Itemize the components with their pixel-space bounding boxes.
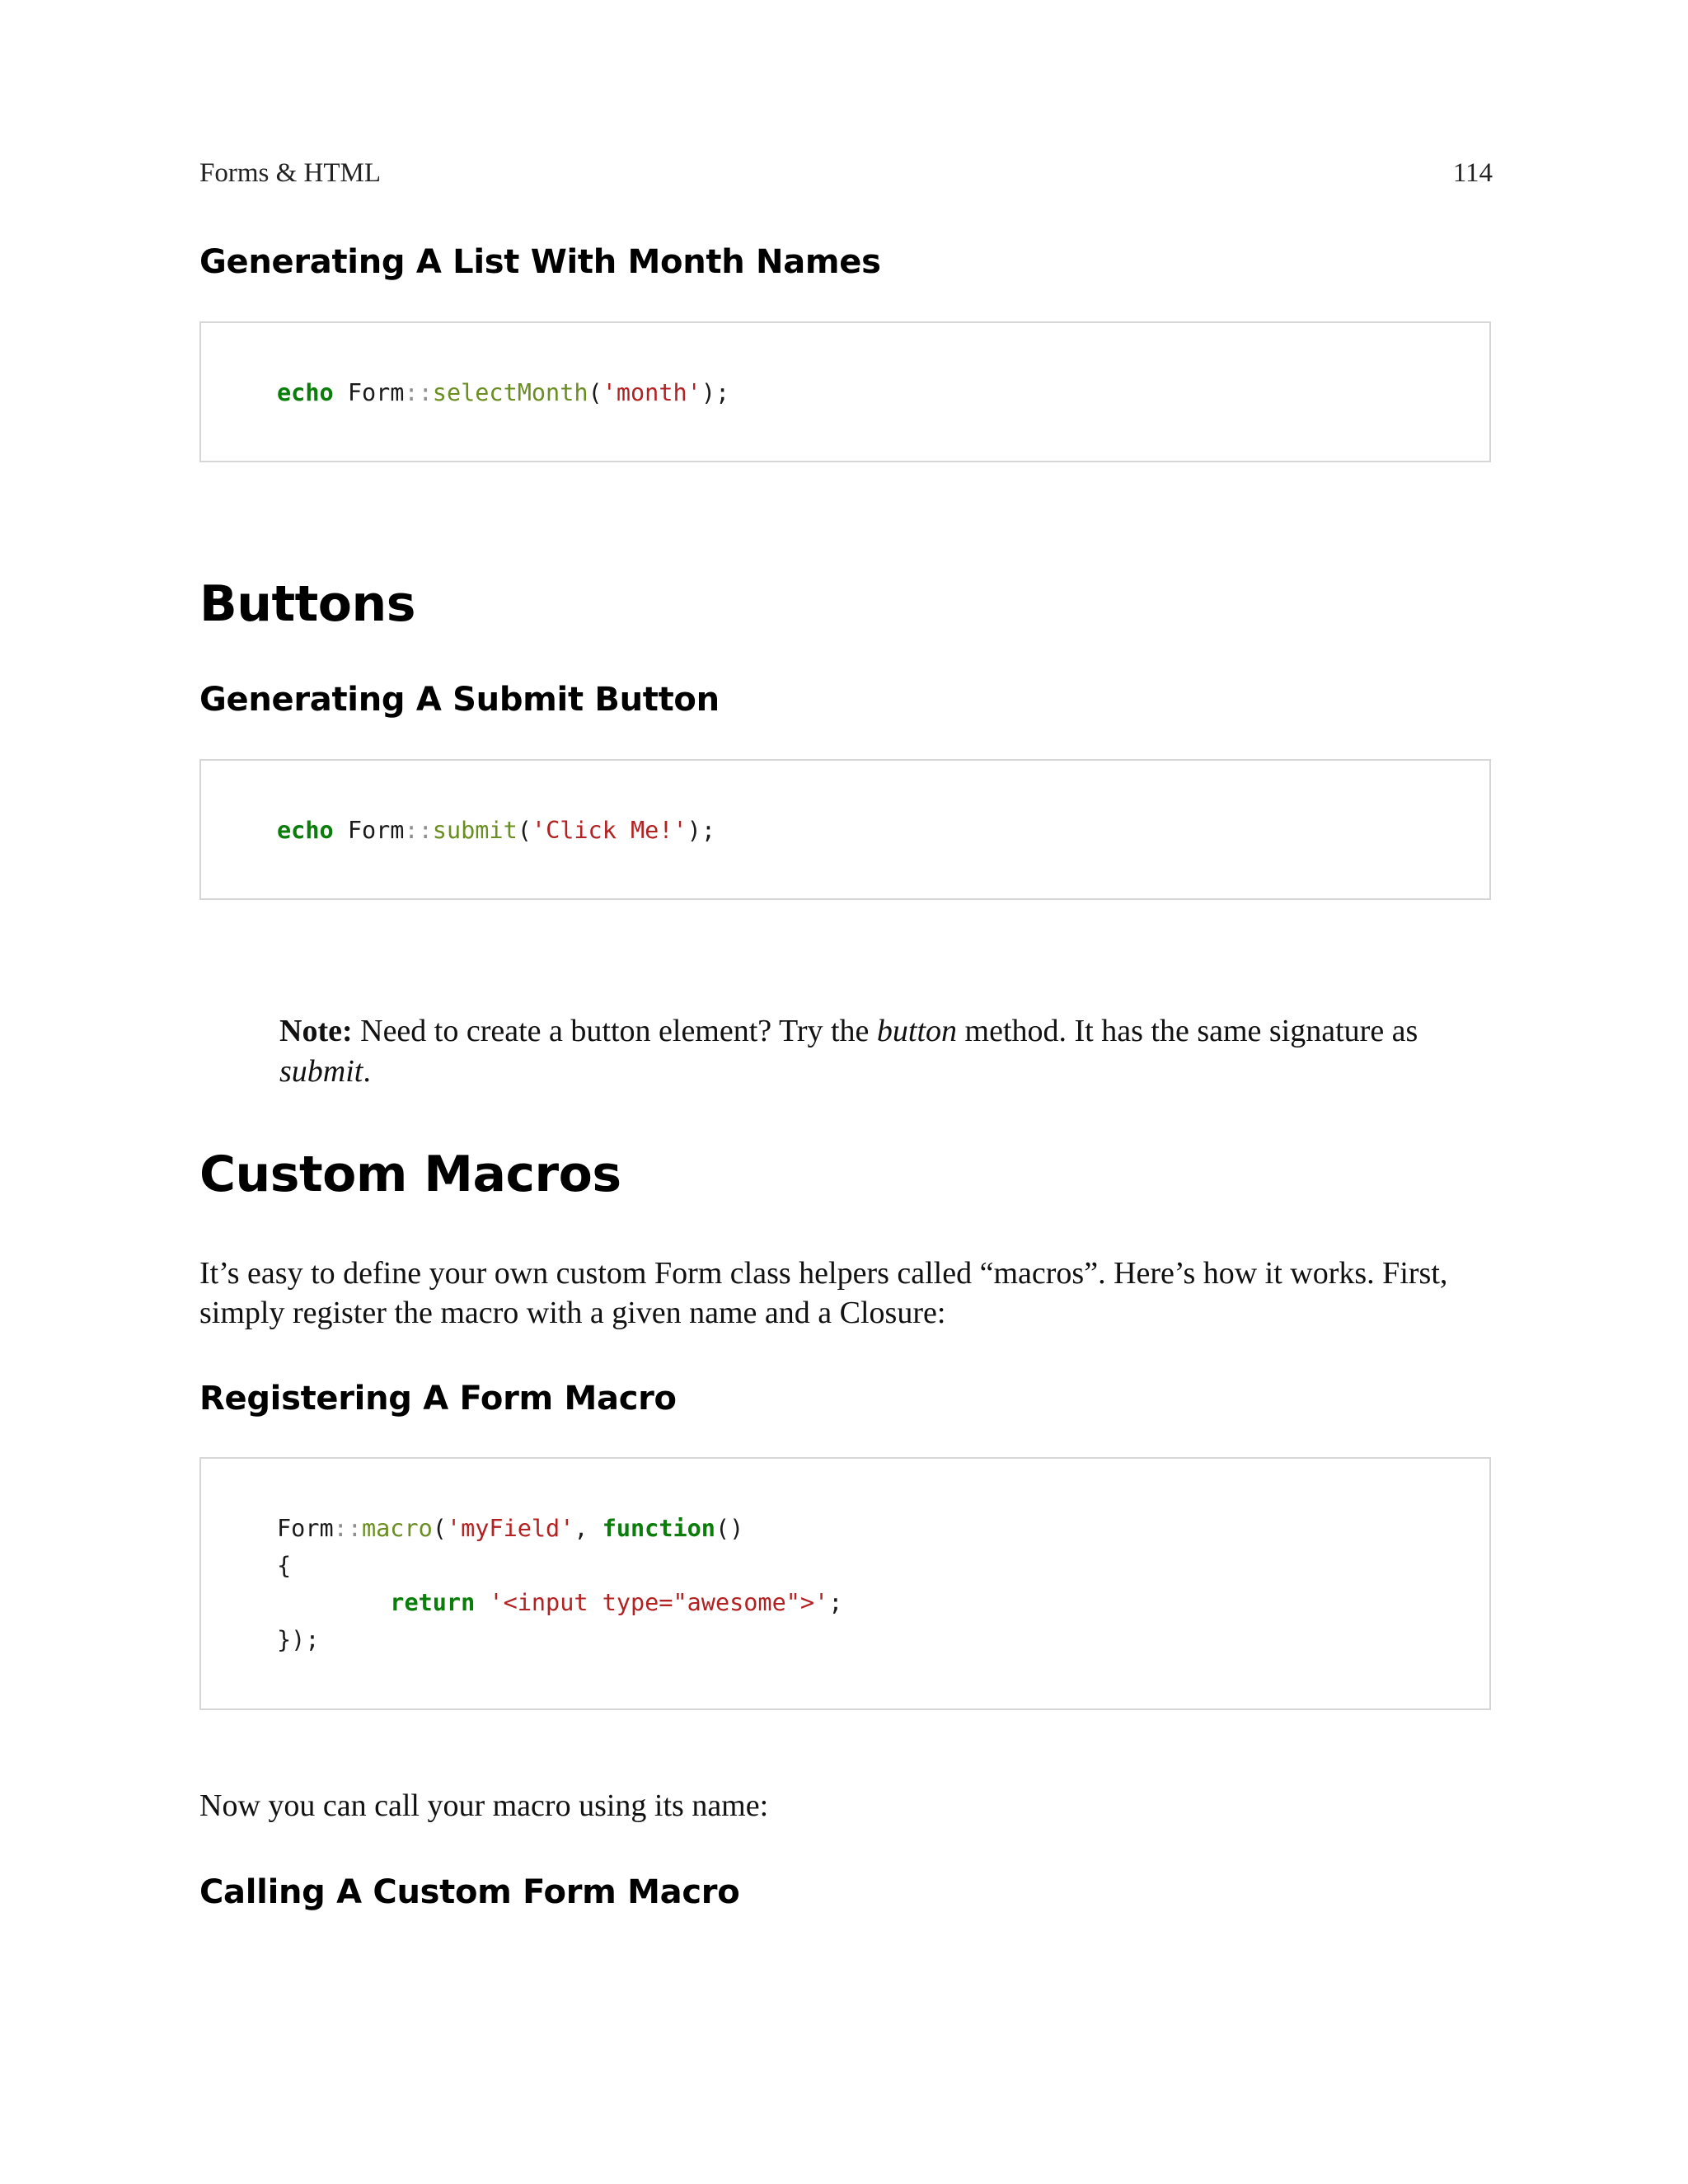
code-block-register-macro bbox=[199, 1457, 1491, 1710]
code-line: echo Form::selectMonth('month'); bbox=[277, 379, 730, 406]
code-line: echo Form::submit('Click Me!'); bbox=[277, 817, 715, 844]
chapter-title: Forms & HTML bbox=[199, 158, 382, 188]
heading-register-macro: Registering A Form Macro bbox=[199, 1380, 677, 1418]
heading-buttons: Buttons bbox=[199, 575, 415, 633]
running-head bbox=[199, 158, 1493, 189]
page-number: 114 bbox=[1452, 158, 1493, 188]
heading-submit-button: Generating A Submit Button bbox=[199, 681, 720, 719]
heading-month-list: Generating A List With Month Names bbox=[199, 243, 881, 281]
code-block-select-month bbox=[199, 321, 1491, 462]
paragraph-call-intro: Now you can call your macro using its name: bbox=[199, 1788, 769, 1823]
heading-custom-macros: Custom Macros bbox=[199, 1146, 621, 1203]
note-callout: Note: Need to create a button element? Try the button method. It has the same signature as submit. bbox=[279, 1014, 1418, 1089]
code-lines: Form::macro('myField', function() { return '<input type="awesome">'; }); bbox=[277, 1515, 843, 1653]
code-block-submit bbox=[199, 759, 1491, 900]
note-label: Note: bbox=[279, 1014, 353, 1048]
heading-call-macro: Calling A Custom Form Macro bbox=[199, 1873, 740, 1911]
paragraph-macros-intro: It’s easy to define your own custom Form class helpers called “macros”. Here’s how it works. First, simply register the macro with a given name and a Closure: bbox=[199, 1256, 1448, 1330]
